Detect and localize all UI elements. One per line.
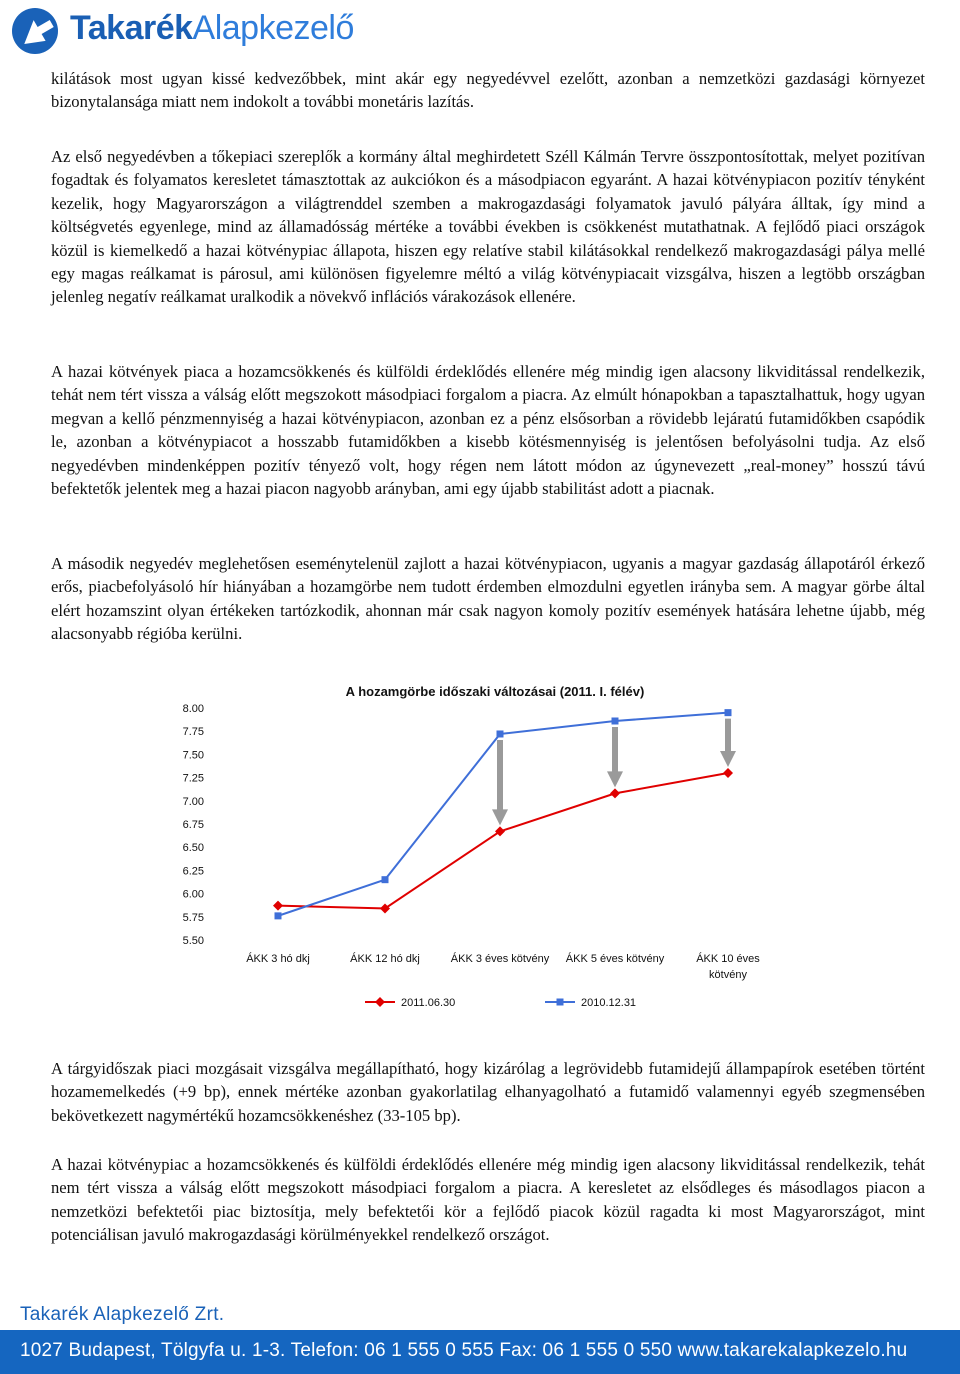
company-logo	[10, 6, 390, 58]
chart-title: A hozamgörbe időszaki változásai (2011. I. félév)	[345, 684, 645, 699]
paragraph-4-block	[51, 552, 925, 646]
logo-text-light: Alapkezelő	[192, 9, 354, 47]
yield-curve-chart	[160, 678, 790, 1018]
logo-arrow-icon	[10, 6, 64, 56]
legend-marker-diamond	[375, 997, 385, 1007]
data-point-diamond	[723, 768, 733, 778]
data-point-square	[497, 730, 504, 737]
y-tick-label: 6.25	[182, 865, 204, 878]
y-tick-label: 7.25	[182, 772, 204, 785]
x-category-label: ÁKK 3 éves kötvény	[450, 953, 550, 965]
y-tick-label: 8.00	[182, 703, 204, 715]
paragraph-1: kilátások most ugyan kissé kedvezőbbek, mint akár egy negyedévvel ezelőtt, azonban a nemzetközi gazdasági környezet bizonytalansága miatt nem indokolt a további monetáris lazítás.	[51, 69, 925, 112]
y-tick-label: 7.75	[182, 726, 204, 739]
data-point-diamond	[610, 788, 620, 798]
page-header	[0, 0, 960, 64]
data-point-square	[612, 717, 619, 724]
yield-change-arrow-head	[607, 771, 623, 787]
paragraph-3-block	[51, 360, 925, 500]
paragraph-4: A második negyedév meglehetősen eseménytelenül zajlott a hazai kötvénypiacon, ugyanis a magyar gazdaság állapotáról érkező erős, piacbefolyásoló hír hiányában a hozamgörbe nem tudott érdemben elmozdulni egyetlen irányba sem. A magyar görbe által elért hozamszint olyan értékeken tartózkodik, ahonnan már csak nagyon komoly pozitív események hatására lehetne újabb, még alacsonyabb régióba kerülni.	[51, 554, 925, 644]
x-category-label: ÁKK 3 hó dkj	[246, 953, 310, 965]
paragraph-2-block	[51, 145, 925, 309]
y-tick-label: 6.50	[182, 842, 204, 855]
yield-curve-chart-svg	[160, 678, 790, 1018]
paragraph-1-block	[51, 67, 925, 114]
data-point-diamond	[273, 901, 283, 911]
y-tick-label: 7.50	[182, 749, 204, 762]
yield-change-arrow-head	[720, 751, 736, 767]
legend-label: 2010.12.31	[581, 997, 637, 1009]
yield-change-arrow-head	[492, 809, 508, 825]
y-tick-label: 5.50	[182, 935, 204, 947]
paragraph-6: A hazai kötvénypiac a hozamcsökkenés és külföldi érdeklődés ellenére még mindig igen alacsony likviditással rendelkezik, tehát nem tért vissza a válság előtt megszokott másodpiaci forgalom a piacra. A keresletet az elsődleges és másodlagos piacon a nemzetközi befektetői piac biztosítja, mely befektetői kör a fejlődő piacok közül ragadta ki most Magyarországot, mint potenciálisan javuló makrogazdasági körülményekkel rendelkező országot.	[51, 1155, 925, 1245]
y-tick-label: 6.75	[182, 819, 204, 831]
data-point-square	[275, 912, 282, 919]
logo-wordmark	[70, 9, 354, 48]
paragraph-3: A hazai kötvények piaca a hozamcsökkenés és külföldi érdeklődés ellenére még mindig igen alacsony likviditással rendelkezik, tehát nem tért vissza a válság előtt megszokott másodpiaci forgalom a piacra. Az elmúlt hónapokban a tapasztalhattuk, hogy ugyan megvan a kellő pénzmennyiség a hazai kötvénypiacon, azonban ez a pénz elsősorban a rövidebb lejáratú futamidőkben csapódik le, azonban a kötvénypiacot a hosszabb futamidőkben a kisebb kötésmennyiség is jelentősen befolyásolni tudja. Az első negyedévben mindenképpen pozitív tényező volt, hogy régen nem látott módon az úgynevezett „real-money” hosszú távú befektetők jelentek meg a hazai piacon nagyobb arányban, ami egy újabb stabilitást adott a piacnak.	[51, 362, 925, 499]
footer-address: 1027 Budapest, Tölgyfa u. 1-3. Telefon: 06 1 555 0 555 Fax: 06 1 555 0 550 www.takarekalapkezelo.hu	[20, 1340, 908, 1361]
paragraph-2: Az első negyedévben a tőkepiaci szereplők a kormány által meghirdetett Széll Kálmán Tervre összpontosítottak, melyet pozitívan fogadtak és folyamatos keresletet támasztottak az aukciókon és a másodpiacon egyaránt. A hazai kötvénypiacon pozitív tényként kezelik, hogy Magyarországon a világtrenddel szemben a makrogazdasági folyamatok javuló pályára álltak, így mind a költségvetés egyenlege, mind az államadósság mértéke a további években is csökkenést mutathatnak. A fejlődő piaci országok közül is kiemelkedő a hazai kötvénypiac állapota, hiszen egy relatíve stabil kilátásokkal rendelkező makrogazdasági pálya mellé egy magas reálkamat is párosul, ami különösen figyelemre méltó a világ kötvénypiacait vizsgálva, hiszen a legtöbb országban jelenleg negatív reálkamat uralkodik a növekvő inflációs várakozások ellenére.	[51, 147, 925, 307]
paragraph-5: A tárgyidőszak piaci mozgásait vizsgálva megállapítható, hogy kizárólag a legrövidebb futamidejű állampapírok esetében történt hozamemelkedés (+9 bp), ennek mértéke azonban gyakorlatilag elhanyagolható a futamidő valamennyi egyéb szegmensében bekövetkezett nagymértékű hozamcsökkenéshez (33-105 bp).	[51, 1059, 925, 1125]
data-point-square	[725, 709, 732, 716]
y-tick-label: 7.00	[182, 795, 204, 808]
logo-text-bold: Takarék	[70, 9, 193, 47]
data-point-square	[382, 876, 389, 883]
x-category-label: ÁKK 10 éves kötvény	[696, 953, 760, 981]
x-category-label: ÁKK 12 hó dkj	[350, 953, 420, 965]
y-tick-label: 6.00	[182, 888, 204, 901]
legend-marker-square	[557, 999, 564, 1006]
paragraph-6-block	[51, 1153, 925, 1247]
paragraph-5-block	[51, 1057, 925, 1127]
x-category-label: ÁKK 5 éves kötvény	[565, 953, 665, 965]
footer-company-name: Takarék Alapkezelő Zrt.	[20, 1304, 225, 1325]
footer-bar	[0, 1330, 960, 1374]
y-tick-label: 5.75	[182, 911, 204, 924]
legend-label: 2011.06.30	[401, 997, 456, 1009]
